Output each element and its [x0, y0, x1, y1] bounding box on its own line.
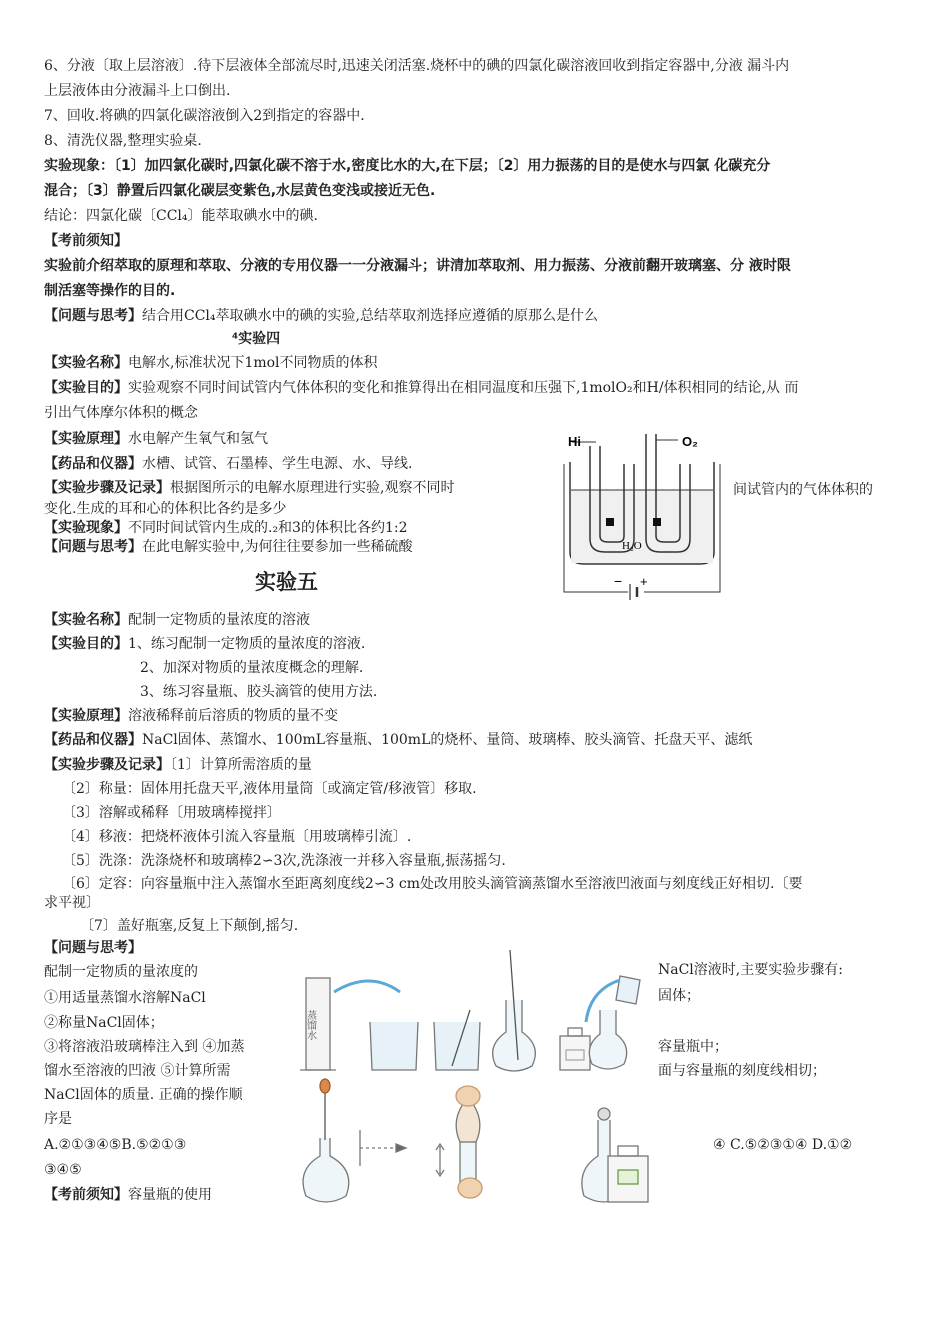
fig-minus-label: − — [614, 573, 623, 589]
eye-icon — [396, 1144, 406, 1152]
notice-line1: 实验前介绍萃取的原理和萃取、分液的专用仪器一一分液漏斗；讲清加萃取剂、用力振荡、分液前翻开玻璃塞、分 液时限 — [44, 258, 791, 274]
exp4-title: ⁴实验四 — [232, 331, 281, 347]
fig-h-label: Hi — [568, 434, 581, 449]
exp5-step6-line2: 求平视〕 — [44, 895, 100, 911]
exp4-phenomenon: 不同时间试管内生成的.₂和3的体积比各约1:2 — [128, 520, 408, 536]
exp4-phenomenon-row — [44, 518, 408, 538]
exp5-notice: 容量瓶的使用 — [128, 1187, 212, 1203]
q-left-0: 配制一定物质的量浓度的 — [44, 964, 198, 980]
exp4-materials: 水槽、试管、石墨棒、学生电源、水、导线. — [142, 456, 413, 472]
exp4-materials-heading: 【药品和仪器】 — [44, 456, 142, 472]
exp5-purpose1: 1、练习配制一定物质的量浓度的溶液. — [128, 636, 366, 652]
step6-line1: 6、分液〔取上层溶液〕.待下层液体全部流尽时,迅速关闭活塞.烧杯中的碘的四氯化碳溶液回收到指定容器中,分液 漏斗内 — [44, 58, 790, 74]
exp5-name: 配制一定物质的量浓度的溶液 — [128, 612, 310, 628]
notice-line2: 制活塞等操作的目的. — [44, 283, 176, 299]
electrolysis-diagram — [560, 424, 725, 604]
fig-o-label: O₂ — [682, 434, 698, 449]
exp5-materials-row — [44, 730, 752, 750]
exp5-notice-heading: 【考前须知】 — [44, 1187, 128, 1203]
exp5-notice-row — [44, 1185, 212, 1205]
fig-distilled-water-label: 蒸馏水 — [304, 1010, 316, 1040]
q-left-2: ②称量NaCl固体； — [44, 1015, 164, 1031]
pour-arrow-icon — [334, 981, 400, 992]
q-left-1: ①用适量蒸馏水溶解NaCl — [44, 990, 206, 1006]
phenomenon-line1: 实验现象：〔1〕加四氯化碳时,四氯化碳不溶于水,密度比水的大,在下层；〔2〕用力振荡的目的是使水与四氯 化碳充分 — [44, 158, 771, 174]
exp5-title: 实验五 — [255, 570, 318, 594]
exp5-principle-heading: 【实验原理】 — [44, 708, 128, 724]
exp5-step6-line1: 〔6〕定容：向容量瓶中注入蒸馏水至距离刻度线2∽3 cm处改用胶头滴管滴蒸馏水至溶液凹液面与刻度线正好相切.〔要 — [62, 876, 803, 892]
step7: 7、回收.将碘的四氯化碳溶液倒入2到指定的容器中. — [44, 108, 365, 124]
think-heading: 【问题与思考】 — [44, 308, 142, 324]
q-right-3: 面与容量瓶的刻度线相切； — [658, 1063, 826, 1079]
exp5-step5: 〔5〕洗涤：洗涤烧杯和玻璃棒2∽3次,洗涤液一并移入容量瓶,振荡摇匀. — [62, 853, 506, 869]
q-left-6: 序是 — [44, 1111, 72, 1127]
exp5-step1: 〔1〕计算所需溶质的量 — [170, 757, 312, 773]
exp5-steps-row — [44, 755, 312, 775]
q-right-1: 固体； — [658, 988, 700, 1004]
exp4-purpose-line2: 引出气体摩尔体积的概念 — [44, 405, 198, 421]
think-row — [44, 306, 598, 326]
left-electrode-icon — [606, 518, 614, 526]
exp5-think-heading: 【问题与思考】 — [44, 940, 142, 956]
exp4-steps-row — [44, 478, 454, 498]
solution-preparation-figure — [290, 950, 652, 1212]
exp5-purpose-row — [44, 634, 365, 654]
q-options: ④ C.⑤②③①④ D.①② — [713, 1137, 853, 1153]
exp4-purpose-row — [44, 378, 798, 398]
exp5-purpose-heading: 【实验目的】 — [44, 636, 128, 652]
exp4-purpose-line1: 实验观察不同时间试管内气体体积的变化和推算得出在相同温度和压强下,1molO₂和H/体积相同的结论,从 而 — [128, 380, 799, 396]
exp4-principle-heading: 【实验原理】 — [44, 431, 128, 447]
exp4-principle: 水电解产生氧气和氢气 — [128, 431, 268, 447]
exp5-principle: 溶液稀释前后溶质的物质的量不变 — [128, 708, 338, 724]
flask-dropper-icon — [303, 1138, 349, 1202]
conclusion: 结论：四氯化碳〔CCl₄〕能萃取碘水中的碘. — [44, 208, 318, 224]
exp4-steps-line1: 根据图所示的电解水原理进行实验,观察不同时 — [170, 480, 455, 496]
exp5-purpose3: 3、练习容量瓶、胶头滴管的使用方法. — [140, 684, 378, 700]
exp4-materials-row — [44, 454, 412, 474]
q-left-5: NaCl固体的质量. 正确的操作顺 — [44, 1087, 243, 1103]
exp4-principle-row — [44, 429, 268, 449]
fig-water-label: H₂O — [622, 540, 642, 552]
q-left-7: A.②①③④⑤B.⑤②①③ — [44, 1137, 187, 1153]
exp4-think: 在此电解实验中,为何往往要参加一些稀硫酸 — [142, 539, 413, 555]
exp5-step7: 〔7〕盖好瓶塞,反复上下颠倒,摇匀. — [80, 918, 299, 934]
exp5-steps-heading: 【实验步骤及记录】 — [44, 757, 170, 773]
exp4-name-heading: 【实验名称】 — [44, 355, 128, 371]
exp4-purpose-heading: 【实验目的】 — [44, 380, 128, 396]
q-left-4: 馏水至溶液的凹液 ⑤计算所需 — [44, 1063, 231, 1079]
exp4-steps-line2: 变化.生成的耳和心的体积比各约是多少 — [44, 501, 287, 517]
q-right-0: NaCl溶液时,主要实验步骤有: — [658, 962, 843, 978]
inverted-flask-icon — [456, 1100, 480, 1146]
exp5-principle-row — [44, 706, 338, 726]
notice-heading: 【考前须知】 — [44, 233, 128, 249]
phenomenon-line2: 混合；〔3〕静置后四氯化碳层变紫色,水层黄色变浅或接近无色. — [44, 183, 436, 199]
exp5-materials-heading: 【药品和仪器】 — [44, 732, 142, 748]
beaker-stir-icon — [434, 1022, 480, 1070]
exp4-think-heading: 【问题与思考】 — [44, 539, 142, 555]
exp4-steps-side: 间试管内的气体体积的 — [733, 482, 873, 498]
q-left-8: ③④⑤ — [44, 1162, 82, 1178]
exp4-name: 电解水,标准状况下1mol不同物质的体积 — [128, 355, 378, 371]
step8: 8、清洗仪器,整理实验桌. — [44, 133, 202, 149]
exp5-purpose2: 2、加深对物质的量浓度概念的理解. — [140, 660, 364, 676]
volumetric-flask-2-icon — [589, 1010, 626, 1069]
exp5-name-heading: 【实验名称】 — [44, 612, 128, 628]
exp4-name-row — [44, 353, 378, 373]
right-electrode-icon — [653, 518, 661, 526]
exp4-think-row — [44, 537, 412, 557]
exp5-step3: 〔3〕溶解或稀释〔用玻璃棒搅拌〕 — [62, 805, 281, 821]
exp5-step2: 〔2〕称量：固体用托盘天平,液体用量筒〔或滴定管/移液管〕移取. — [62, 781, 477, 797]
exp5-step4: 〔4〕移液：把烧杯液体引流入容量瓶〔用玻璃棒引流〕. — [62, 829, 412, 845]
exp4-steps-heading: 【实验步骤及记录】 — [44, 480, 170, 496]
hand-icon — [456, 1086, 480, 1106]
exp5-materials: NaCl固体、蒸馏水、100mL容量瓶、100mL的烧杯、量筒、玻璃棒、胶头滴管、托盘天平、滤纸 — [142, 732, 753, 748]
exp4-phenomenon-heading: 【实验现象】 — [44, 520, 128, 536]
exp5-name-row — [44, 610, 310, 630]
reagent-bottle-icon — [560, 1036, 590, 1070]
fig-plus-label: + — [640, 574, 648, 589]
q-left-3: ③将溶液沿玻璃棒注入到 ④加蒸 — [44, 1039, 245, 1055]
think-text: 结合用CCl₄萃取碘水中的碘的实验,总结萃取剂选择应遵循的原那么是什么 — [142, 308, 598, 324]
q-right-2: 容量瓶中； — [658, 1039, 728, 1055]
step6-line2: 上层液体由分液漏斗上口倒出. — [44, 83, 231, 99]
beaker-icon — [370, 1022, 418, 1070]
